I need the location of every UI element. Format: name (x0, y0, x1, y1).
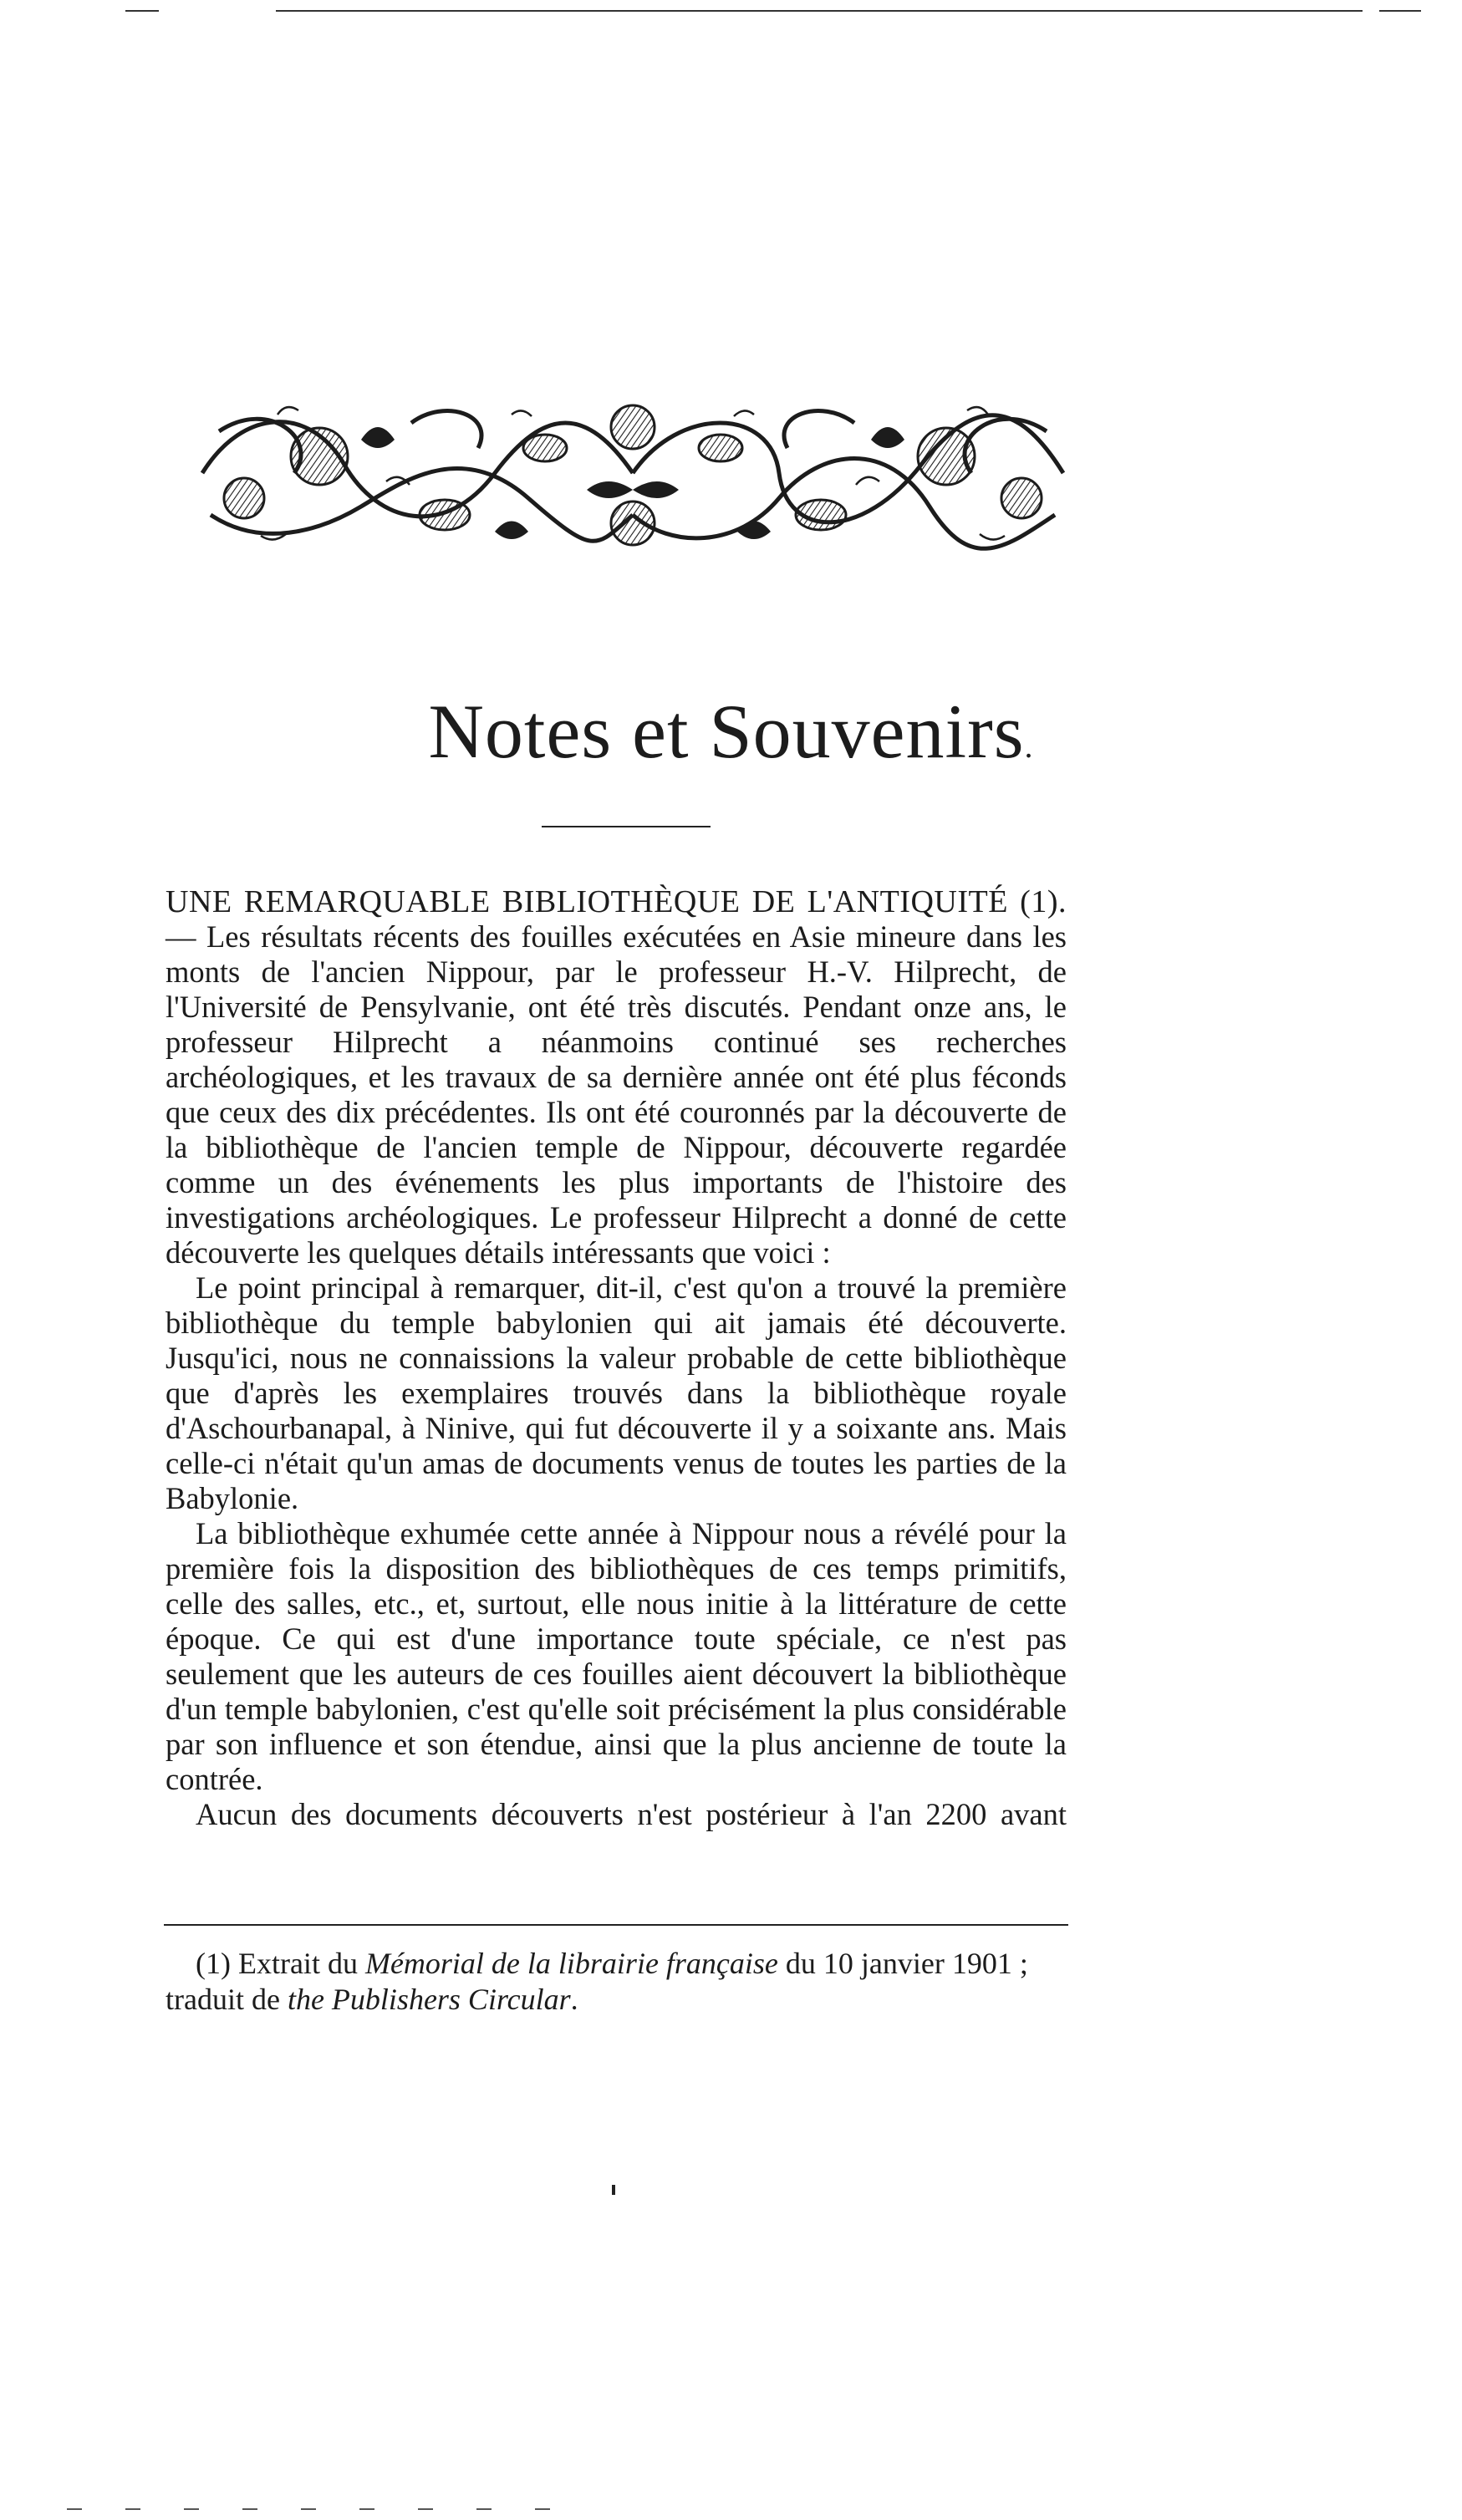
footnote: (1) Extrait du Mémorial de la librairie française du 10 janvier 1901 ; traduit de the Publishers Circular. (166, 1947, 1028, 2016)
floral-headpiece-ornament (194, 389, 1072, 557)
article-body (166, 884, 1067, 1832)
footnote-periodical: the Publishers Circular (287, 1983, 571, 2016)
paragraph: Aucun des documents découverts n'est postérieur à l'an 2200 avant (196, 1797, 1067, 1831)
title-divider (542, 826, 711, 827)
article-heading: UNE REMARQUABLE BIBLIOTHÈQUE DE L'ANTIQUITÉ (1). (166, 884, 1067, 919)
scan-edge-top (125, 5, 1379, 17)
paragraph: La bibliothèque exhumée cette année à Nippour nous a révélé pour la première fois la disposition des bibliothèques de ces temps primitifs, celle des salles, etc., et, surtout, elle nous initie à la littérature de cette époque. Ce qui est d'une importance toute spéciale, ce n'est pas seulement que les auteurs de ces fouilles aient découvert la bibliothèque d'un temple babylonien, c'est qu'elle soit précisément la plus considérable par son influence et son étendue, ainsi que la plus ancienne de toute la contrée. (166, 1516, 1067, 1796)
page-mark (612, 2185, 615, 2195)
page-title: Notes et Souvenirs. (428, 689, 1034, 774)
footnote-divider (164, 1924, 1068, 1926)
article-heading-line (166, 884, 1067, 919)
footnote-source-title: Mémorial de la librairie française (364, 1947, 778, 1980)
scan-edge-bottom (67, 2506, 602, 2512)
paragraph: Le point principal à remarquer, dit-il, c'est qu'on a trouvé la première bibliothèque du temple babylonien qui ait jamais été découverte. Jusqu'ici, nous ne connaissions la valeur probable de cette bibliothèque que d'après les exemplaires trouvés dans la bibliothèque royale d'Aschourbanapal, à Ninive, qui fut découverte il y a soixante ans. Mais celle-ci n'était qu'un amas de documents venus de toutes les parties de la Babylonie. (166, 1270, 1067, 1515)
paragraph: — Les résultats récents des fouilles exécutées en Asie mineure dans les monts de l'ancien Nippour, par le professeur H.-V. Hilprecht, de l'Université de Pensylvanie, ont été très discutés. Pendant onze ans, le professeur Hilprecht a néanmoins continué ses recherches archéologiques, et les travaux de sa dernière année ont été plus féconds que ceux des dix précédentes. Ils ont été couronnés par la découverte de la bibliothèque de l'ancien temple de Nippour, découverte regardée comme un des événements les plus importants de l'histoire des investigations archéologiques. Le professeur Hilprecht a donné de cette découverte les quelques détails intéressants que voici : (166, 919, 1067, 1270)
